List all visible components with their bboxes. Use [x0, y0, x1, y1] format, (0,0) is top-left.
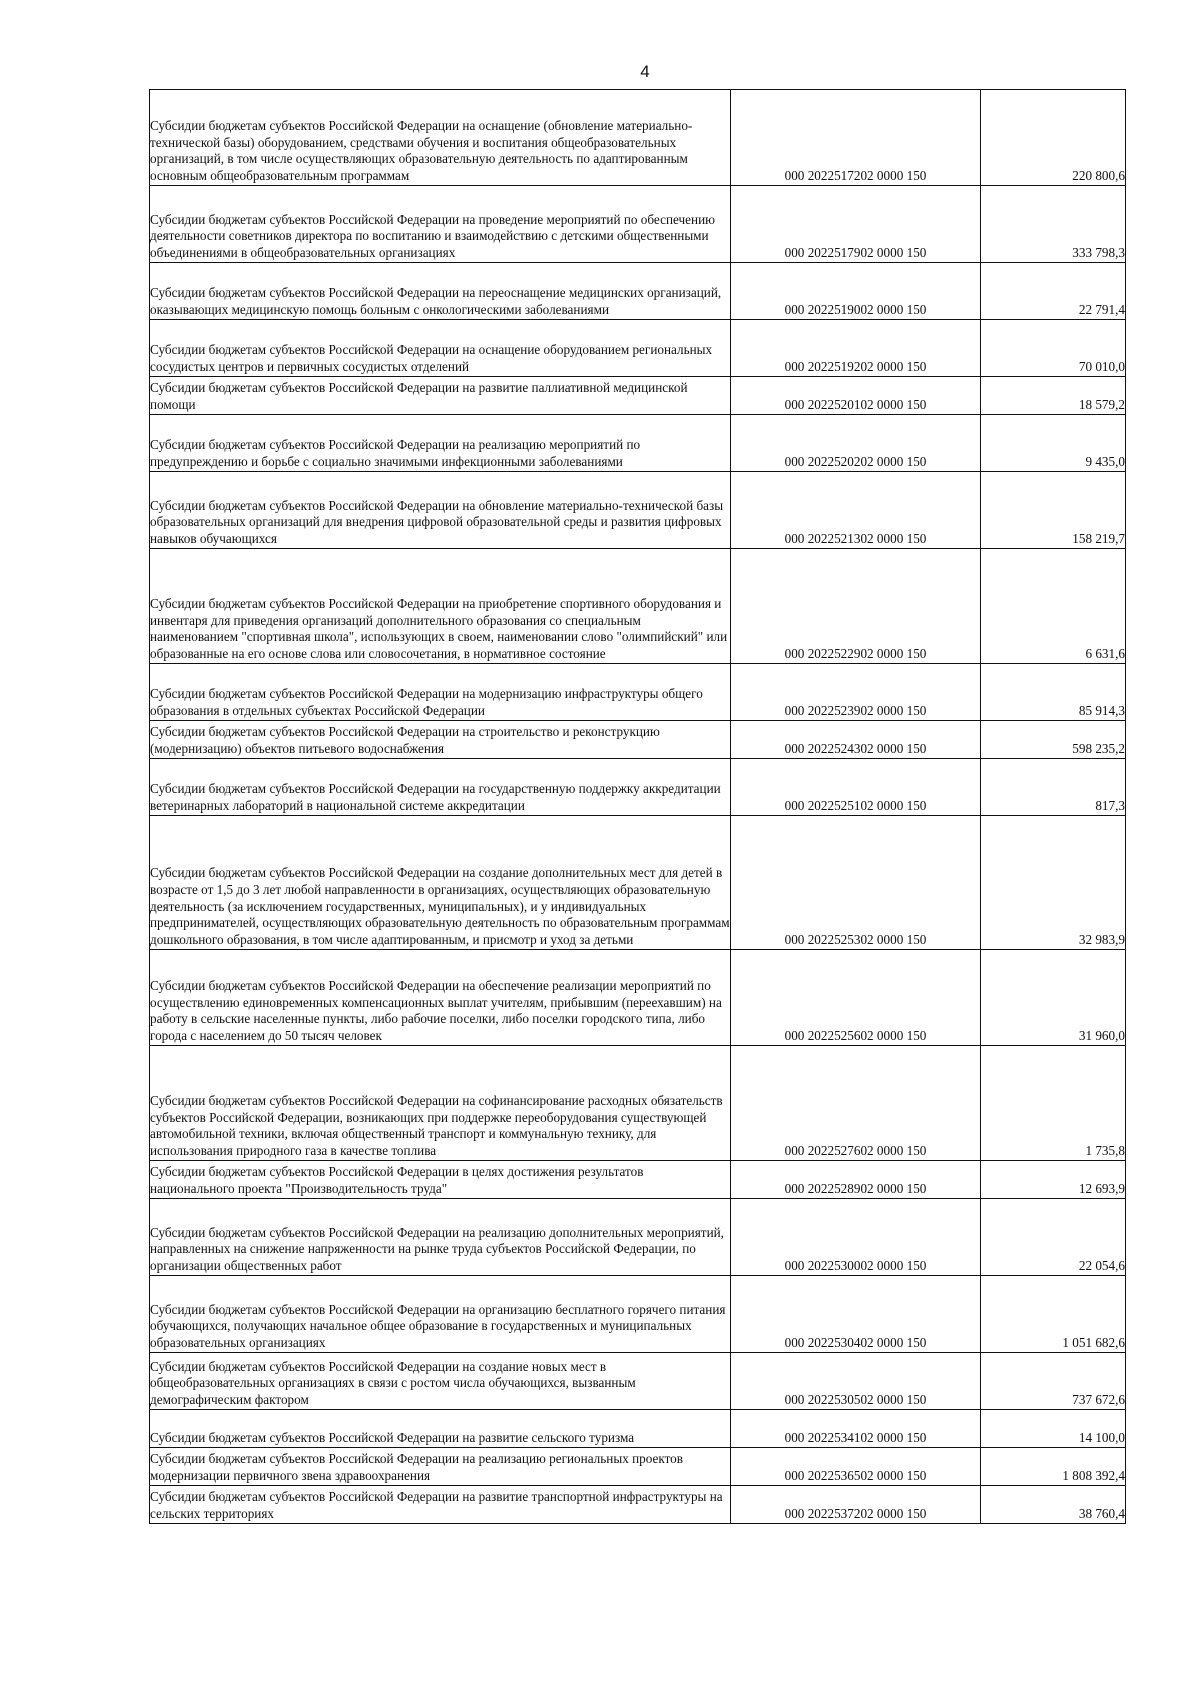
row-budget-code: 000 2022522902 0000 150: [731, 549, 981, 664]
table-row: [150, 759, 1126, 816]
row-budget-code: 000 2022521302 0000 150: [731, 472, 981, 549]
table-row: [150, 1486, 1126, 1524]
row-description: Субсидии бюджетам субъектов Российской Федерации на софинансирование расходных обязательств субъектов Российской Федерации, возникающих при поддержке переоборудования существующей автомобильной техники, включая общественный транспорт и коммунальную технику, для использования природного газа в качестве топлива: [150, 1046, 731, 1161]
row-budget-code: 000 2022525302 0000 150: [731, 816, 981, 950]
row-description: Субсидии бюджетам субъектов Российской Федерации на оснащение (обновление материально-технической базы) оборудованием, средствами обучения и воспитания общеобразовательных организаций, в том числе осуществляющих образовательную деятельность по адаптированным основным общеобразовательным программам: [150, 90, 731, 186]
row-description: Субсидии бюджетам субъектов Российской Федерации на организацию бесплатного горячего питания обучающихся, получающих начальное общее образование в государственных и муниципальных образовательных организациях: [150, 1276, 731, 1353]
row-budget-code: 000 2022519002 0000 150: [731, 263, 981, 320]
table-row: [150, 1161, 1126, 1199]
row-budget-code: 000 2022528902 0000 150: [731, 1161, 981, 1199]
page-number: 4: [640, 62, 650, 81]
row-budget-code: 000 2022534102 0000 150: [731, 1410, 981, 1448]
table-row: [150, 263, 1126, 320]
table-row: [150, 415, 1126, 472]
table-row: [150, 377, 1126, 415]
row-amount: 9 435,0: [981, 415, 1126, 472]
row-amount: 598 235,2: [981, 721, 1126, 759]
row-budget-code: 000 2022537202 0000 150: [731, 1486, 981, 1524]
table-row: [150, 1199, 1126, 1276]
table-row: [150, 1448, 1126, 1486]
row-budget-code: 000 2022527602 0000 150: [731, 1046, 981, 1161]
row-description: Субсидии бюджетам субъектов Российской Федерации на развитие транспортной инфраструктуры на сельских территориях: [150, 1486, 731, 1524]
row-budget-code: 000 2022530002 0000 150: [731, 1199, 981, 1276]
row-description: Субсидии бюджетам субъектов Российской Федерации в целях достижения результатов национального проекта "Производительность труда": [150, 1161, 731, 1199]
row-description: Субсидии бюджетам субъектов Российской Федерации на модернизацию инфраструктуры общего образования в отдельных субъектах Российской Федерации: [150, 664, 731, 721]
table-row: [150, 1353, 1126, 1410]
row-amount: 14 100,0: [981, 1410, 1126, 1448]
row-budget-code: 000 2022525602 0000 150: [731, 950, 981, 1046]
row-amount: 38 760,4: [981, 1486, 1126, 1524]
row-budget-code: 000 2022523902 0000 150: [731, 664, 981, 721]
row-budget-code: 000 2022536502 0000 150: [731, 1448, 981, 1486]
row-description: Субсидии бюджетам субъектов Российской Федерации на реализацию региональных проектов модернизации первичного звена здравоохранения: [150, 1448, 731, 1486]
row-description: Субсидии бюджетам субъектов Российской Федерации на приобретение спортивного оборудования и инвентаря для приведения организаций дополнительного образования со специальным наименованием "спортивная школа", использующих в своем, наименовании слово "олимпийский" или образованные на его основе слова или словосочетания, в нормативное состояние: [150, 549, 731, 664]
row-description: Субсидии бюджетам субъектов Российской Федерации на переоснащение медицинских организаций, оказывающих медицинскую помощь больным с онкологическими заболеваниями: [150, 263, 731, 320]
row-amount: 333 798,3: [981, 186, 1126, 263]
table-row: [150, 721, 1126, 759]
table-row: [150, 664, 1126, 721]
row-description: Субсидии бюджетам субъектов Российской Федерации на строительство и реконструкцию (модернизацию) объектов питьевого водоснабжения: [150, 721, 731, 759]
row-budget-code: 000 2022517902 0000 150: [731, 186, 981, 263]
row-amount: 1 051 682,6: [981, 1276, 1126, 1353]
row-amount: 6 631,6: [981, 549, 1126, 664]
row-amount: 220 800,6: [981, 90, 1126, 186]
table-row: [150, 472, 1126, 549]
row-amount: 1 735,8: [981, 1046, 1126, 1161]
row-budget-code: 000 2022519202 0000 150: [731, 320, 981, 377]
row-description: Субсидии бюджетам субъектов Российской Федерации на обеспечение реализации мероприятий по осуществлению единовременных компенсационных выплат учителям, прибывшим (переехавшим) на работу в сельские населенные пункты, либо рабочие поселки, либо поселки городского типа, либо города с населением до 50 тысяч человек: [150, 950, 731, 1046]
row-budget-code: 000 2022530402 0000 150: [731, 1276, 981, 1353]
row-amount: 12 693,9: [981, 1161, 1126, 1199]
table-row: [150, 549, 1126, 664]
subsidies-table: [149, 89, 1126, 1524]
row-amount: 22 791,4: [981, 263, 1126, 320]
table-body: [150, 90, 1126, 1524]
table-row: [150, 90, 1126, 186]
row-budget-code: 000 2022520202 0000 150: [731, 415, 981, 472]
table-row: [150, 186, 1126, 263]
row-amount: 18 579,2: [981, 377, 1126, 415]
row-amount: 70 010,0: [981, 320, 1126, 377]
row-budget-code: 000 2022525102 0000 150: [731, 759, 981, 816]
row-budget-code: 000 2022530502 0000 150: [731, 1353, 981, 1410]
table-row: [150, 816, 1126, 950]
row-description: Субсидии бюджетам субъектов Российской Федерации на создание дополнительных мест для детей в возрасте от 1,5 до 3 лет любой направленности в организациях, осуществляющих образовательную деятельность (за исключением государственных, муниципальных), и у индивидуальных предпринимателей, осуществляющих образовательную деятельность по образовательным программам дошкольного образования, в том числе адаптированным, и присмотр и уход за детьми: [150, 816, 731, 950]
row-amount: 85 914,3: [981, 664, 1126, 721]
row-amount: 32 983,9: [981, 816, 1126, 950]
row-description: Субсидии бюджетам субъектов Российской Федерации на развитие сельского туризма: [150, 1410, 731, 1448]
row-description: Субсидии бюджетам субъектов Российской Федерации на реализацию дополнительных мероприятий, направленных на снижение напряженности на рынке труда субъектов Российской Федерации, по организации общественных работ: [150, 1199, 731, 1276]
row-description: Субсидии бюджетам субъектов Российской Федерации на реализацию мероприятий по предупреждению и борьбе с социально значимыми инфекционными заболеваниями: [150, 415, 731, 472]
row-amount: 737 672,6: [981, 1353, 1126, 1410]
table-row: [150, 1410, 1126, 1448]
row-amount: 158 219,7: [981, 472, 1126, 549]
row-budget-code: 000 2022524302 0000 150: [731, 721, 981, 759]
row-description: Субсидии бюджетам субъектов Российской Федерации на создание новых мест в общеобразовательных организациях в связи с ростом числа обучающихся, вызванным демографическим фактором: [150, 1353, 731, 1410]
row-amount: 31 960,0: [981, 950, 1126, 1046]
row-description: Субсидии бюджетам субъектов Российской Федерации на развитие паллиативной медицинской помощи: [150, 377, 731, 415]
row-amount: 22 054,6: [981, 1199, 1126, 1276]
row-description: Субсидии бюджетам субъектов Российской Федерации на государственную поддержку аккредитации ветеринарных лабораторий в национальной системе аккредитации: [150, 759, 731, 816]
row-description: Субсидии бюджетам субъектов Российской Федерации на оснащение оборудованием региональных сосудистых центров и первичных сосудистых отделений: [150, 320, 731, 377]
table-row: [150, 320, 1126, 377]
row-budget-code: 000 2022520102 0000 150: [731, 377, 981, 415]
row-amount: 1 808 392,4: [981, 1448, 1126, 1486]
table-row: [150, 1276, 1126, 1353]
table-row: [150, 950, 1126, 1046]
row-amount: 817,3: [981, 759, 1126, 816]
row-description: Субсидии бюджетам субъектов Российской Федерации на обновление материально-технической базы образовательных организаций для внедрения цифровой образовательной среды и развития цифровых навыков обучающихся: [150, 472, 731, 549]
row-description: Субсидии бюджетам субъектов Российской Федерации на проведение мероприятий по обеспечению деятельности советников директора по воспитанию и взаимодействию с детскими общественными объединениями в общеобразовательных организациях: [150, 186, 731, 263]
row-budget-code: 000 2022517202 0000 150: [731, 90, 981, 186]
table-row: [150, 1046, 1126, 1161]
